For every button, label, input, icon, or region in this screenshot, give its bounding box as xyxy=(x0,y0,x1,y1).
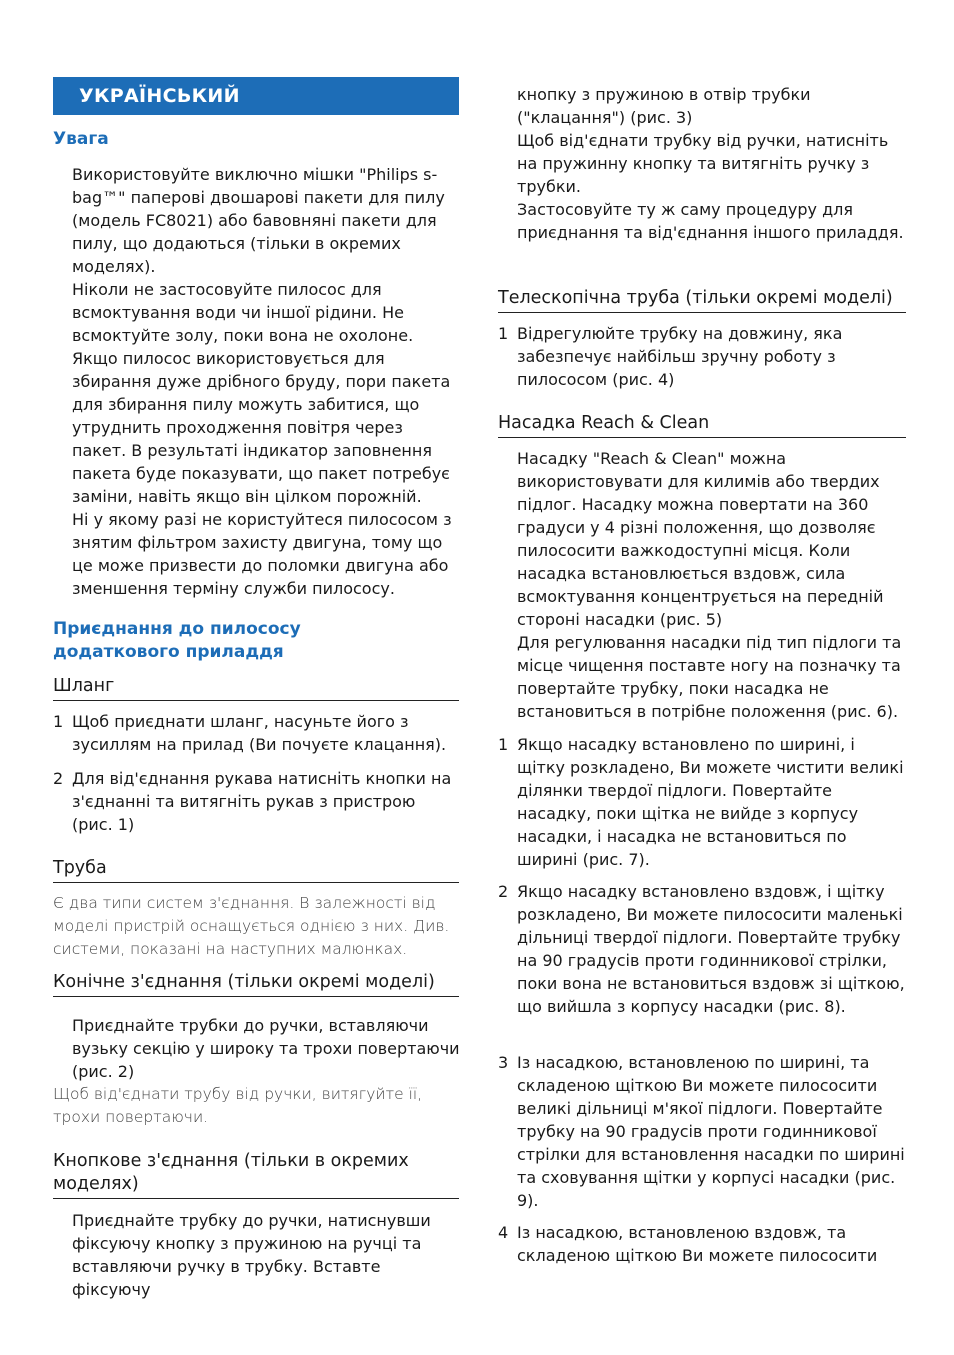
attach-heading: Приєднання до пилососу додаткового приладдя xyxy=(53,619,301,662)
tube-note: Є два типи систем з'єднання. В залежності від моделі пристрій оснащується однією з них. Див. системи, показані на наступних малюнках. xyxy=(53,894,450,958)
hose-title: Шланг xyxy=(53,675,459,701)
conical-text: Приєднайте трубки до ручки, вставляючи вузьку секцію у широку та трохи повертаючи (рис. 2) xyxy=(72,1016,460,1081)
list-item: Якщо насадку встановлено по ширині, і щітку розкладено, Ви можете чистити великі ділянки твердої підлоги. Повертайте насадку, поки щітка не вийде з корпусу насадки, і насадка не встановиться по ширині (рис. 7). xyxy=(517,735,904,869)
telescopic-title: Телескопічна труба (тільки окремі моделі) xyxy=(498,287,906,313)
list-item: Відрегулюйте трубку на довжину, яка забезпечує найбільш зручну роботу з пилососом (рис. 4) xyxy=(517,324,843,389)
conical-note: Щоб від'єднати трубу від ручки, витягуйте її, трохи повертаючи. xyxy=(53,1085,423,1126)
list-item: Якщо насадку встановлено вздовж, і щітку розкладено, Ви можете пилососити маленькі дільниці твердої підлоги. Повертайте трубку на 90 градусів проти годинникової стрілки, поки вона не встановиться вздовж зі щіткою, що вийшла з корпусу насадки (рис. 8). xyxy=(517,882,905,1016)
attention-paragraph: Ні у якому разі не користуйтеся пилососом з знятим фільтром захисту двигуна, тому що це може призвести до поломки двигуна або зменшення терміну служби пилососу. xyxy=(72,510,452,598)
list-number: 1 xyxy=(53,712,64,731)
list-number: 2 xyxy=(498,882,509,901)
list-number: 3 xyxy=(498,1053,509,1072)
attention-heading: Увага xyxy=(53,129,109,149)
language-banner: УКРАЇНСЬКИЙ xyxy=(53,77,459,115)
list-item: Для від'єднання рукава натисніть кнопки на з'єднанні та витягніть рукав з пристрою (рис. 1) xyxy=(72,769,452,834)
continued-paragraph: Застосовуйте ту ж саму процедуру для приєднання та від'єднання іншого приладдя. xyxy=(517,200,904,242)
button-connection-text: Приєднайте трубку до ручки, натиснувши фіксуючу кнопку з пружиною на ручці та вставляючи ручку в трубку. Вставте фіксуючу xyxy=(72,1211,431,1299)
list-item: Із насадкою, встановленою по ширині, та складеною щіткою Ви можете пилососити великі дільниці м'якої підлоги. Повертайте трубку на 90 градусів проти годинникової стрілки для встановлення насадки по ширині та сховування щітки у корпусі насадки (рис. 9). xyxy=(517,1053,905,1210)
button-connection-continued xyxy=(517,83,907,244)
list-number: 2 xyxy=(53,769,64,788)
reach-paragraph: Насадку "Reach & Clean" можна використовувати для килимів або твердих підлог. Насадку можна повертати на 360 градуси у 4 різні положення, що дозволяє пилососити важкодоступні місця. Коли насадка встановлюється вздовж, сила всмоктування концентрується на передній стороні насадки (рис. 5) xyxy=(517,449,884,629)
conical-title: Конічне з'єднання (тільки окремі моделі) xyxy=(53,971,459,997)
list-item: Щоб приєднати шланг, насуньте його з зусиллям на прилад (Ви почуєте клацання). xyxy=(72,712,447,754)
attention-paragraph: Ніколи не застосовуйте пилосос для всмоктування води чи іншої рідини. Не всмоктуйте золу, поки вона не охолоне. xyxy=(72,280,414,345)
list-number: 1 xyxy=(498,324,509,343)
reach-body xyxy=(517,447,909,723)
attention-body xyxy=(72,163,460,600)
button-connection-title: Кнопкове з'єднання (тільки в окремих моделях) xyxy=(53,1150,459,1199)
list-item: Із насадкою, встановленою вздовж, та складеною щіткою Ви можете пилососити xyxy=(517,1223,878,1265)
list-number: 4 xyxy=(498,1223,509,1242)
reach-title: Насадка Reach & Clean xyxy=(498,412,906,438)
tube-title: Труба xyxy=(53,857,459,883)
continued-paragraph: кнопку з пружиною в отвір трубки ("клацання") (рис. 3) xyxy=(517,85,811,127)
attention-paragraph: Використовуйте виключно мішки "Philips s-bag™" паперові двошарові пакети для пилу (модель FC8021) або бавовняні пакети для пилу, що додаються (тільки в окремих моделях). xyxy=(72,165,445,276)
reach-paragraph: Для регулювання насадки під тип підлоги та місце чищення поставте ногу на позначку та повертайте трубку, поки насадка не встановиться в потрібне положення (рис. 6). xyxy=(517,633,902,721)
list-number: 1 xyxy=(498,735,509,754)
continued-paragraph: Щоб від'єднати трубку від ручки, натисніть на пружинну кнопку та витягніть ручку з трубки. xyxy=(517,131,889,196)
attention-paragraph: Якщо пилосос використовується для збирання дуже дрібного бруду, пори пакета для збирання пилу можуть забитися, що утруднить проходження повітря через пакет. В результаті індикатор заповнення пакета буде показувати, що пакет потребує заміни, навіть якщо він цілком порожній. xyxy=(72,349,451,506)
